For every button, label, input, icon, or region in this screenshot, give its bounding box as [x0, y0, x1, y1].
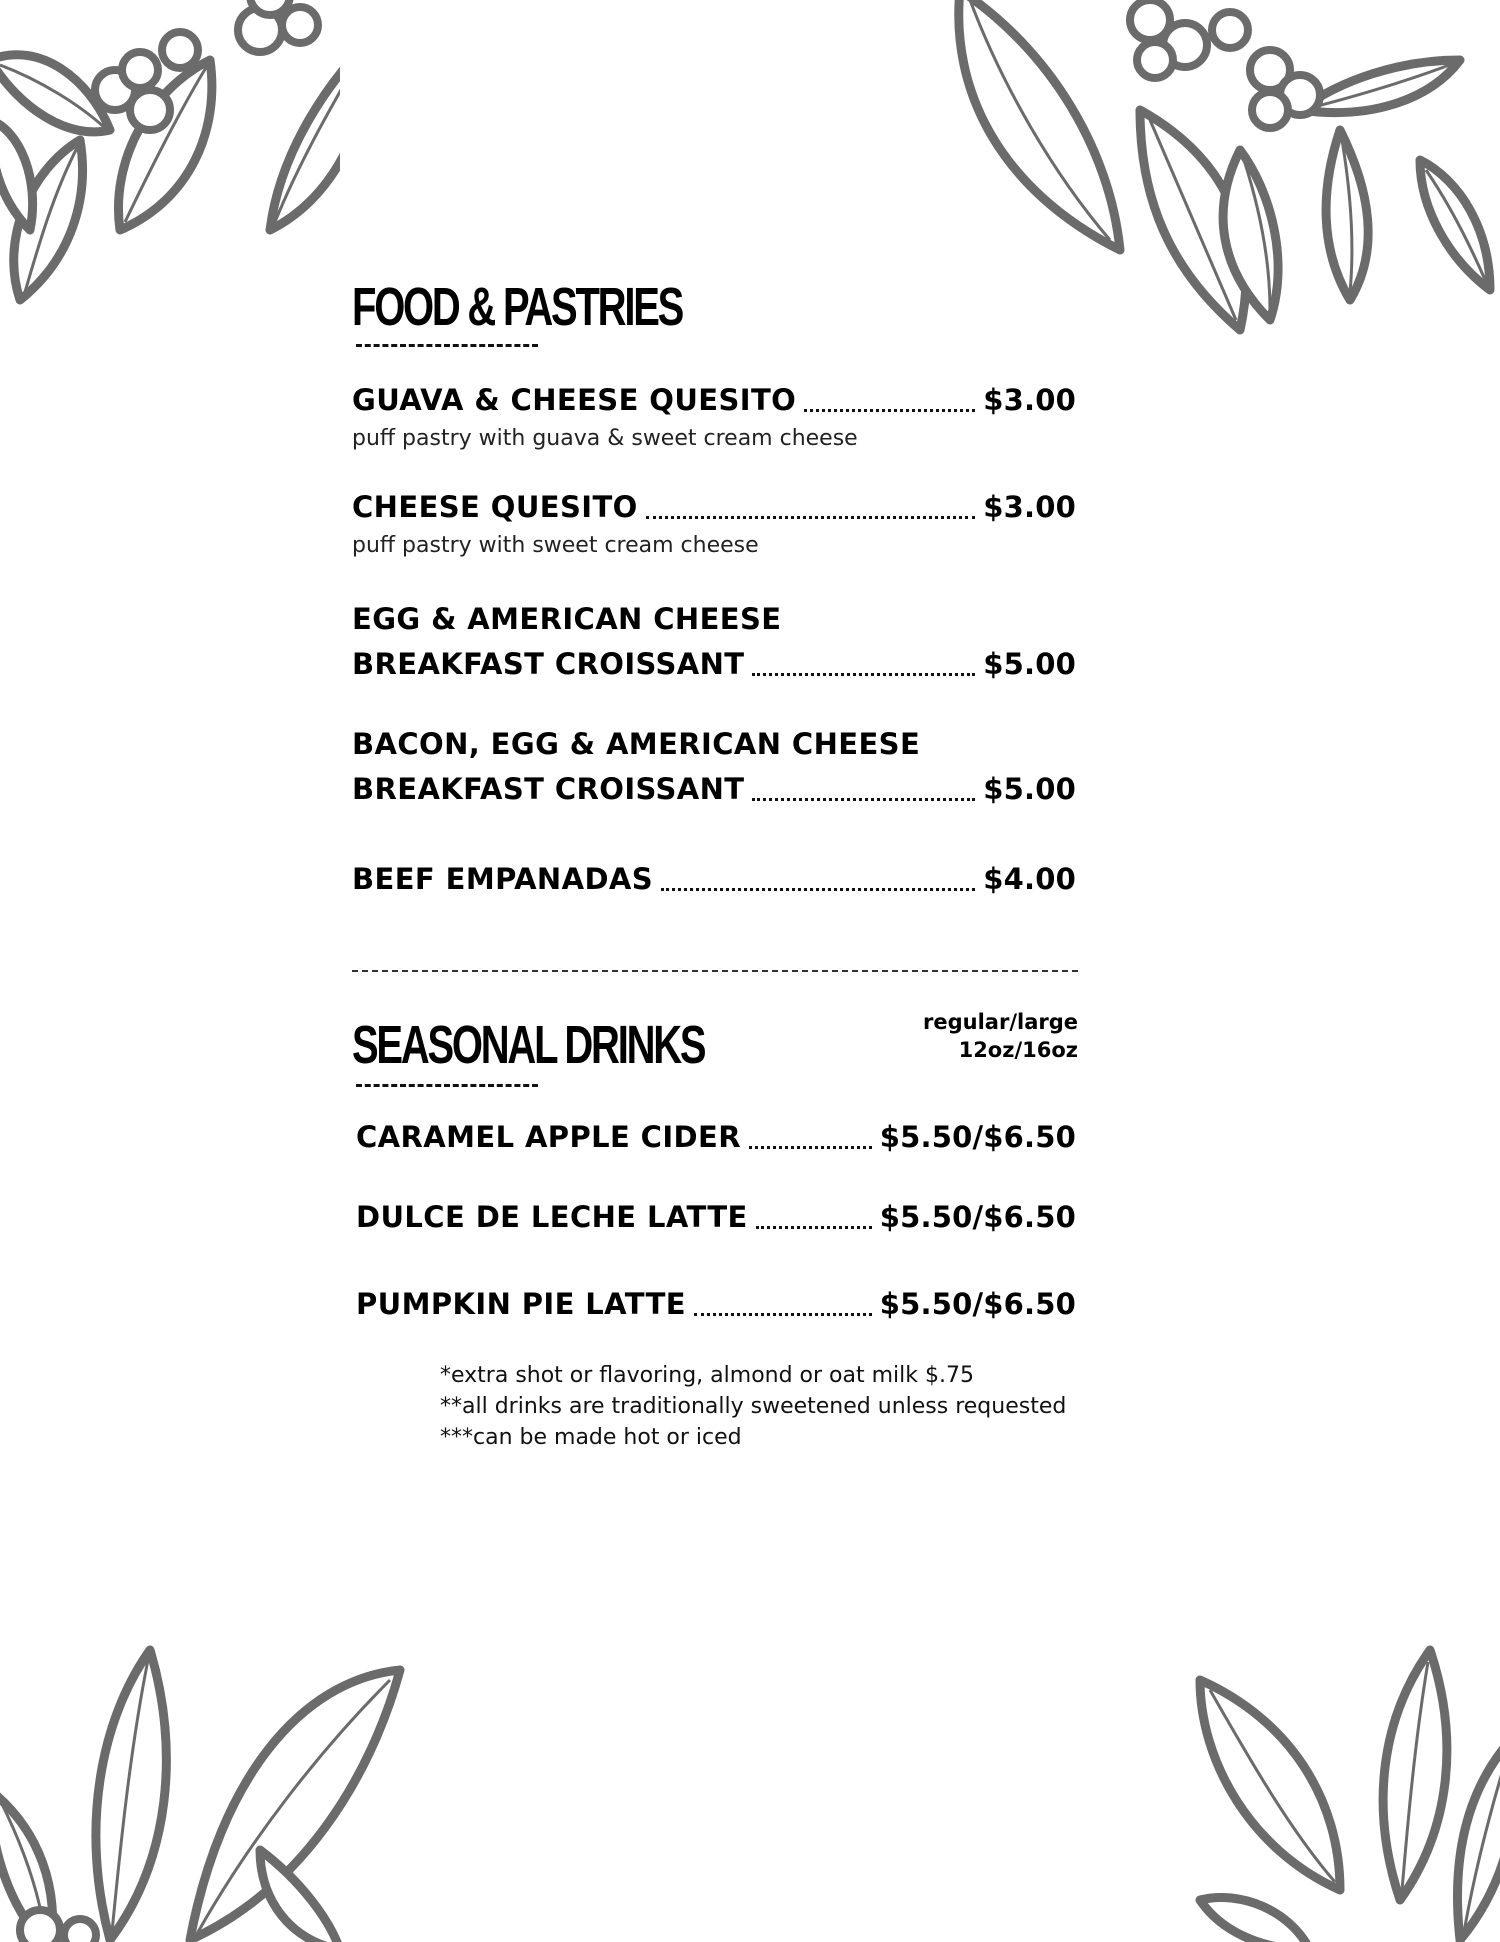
dot-leader	[661, 888, 975, 891]
item-name: DULCE DE LECHE LATTE	[356, 1200, 748, 1234]
note-sweetened: **all drinks are traditionally sweetened unless requested	[440, 1394, 1067, 1419]
menu-item-bacon-egg-cheese-croissant	[352, 772, 1076, 806]
item-name: CARAMEL APPLE CIDER	[356, 1120, 741, 1154]
food-section-title: FOOD & PASTRIES	[352, 277, 683, 337]
coffee-branch-top-right-illustration	[940, 0, 1500, 350]
item-description: puff pastry with sweet cream cheese	[352, 533, 759, 558]
item-price: $5.50/$6.50	[879, 1200, 1076, 1234]
size-label: regular/large	[923, 1010, 1078, 1034]
menu-item-guava-cheese-quesito	[352, 383, 1076, 417]
note-extra-shot: *extra shot or flavoring, almond or oat milk $.75	[440, 1363, 974, 1388]
item-price: $5.50/$6.50	[879, 1287, 1076, 1321]
item-name: PUMPKIN PIE LATTE	[356, 1287, 687, 1321]
dot-leader	[756, 1226, 872, 1229]
item-price: $4.00	[983, 862, 1076, 896]
dot-leader	[752, 798, 975, 801]
menu-item-egg-cheese-croissant	[352, 647, 1076, 681]
item-price: $5.00	[983, 647, 1076, 681]
drinks-section-title: SEASONAL DRINKS	[352, 1015, 705, 1075]
coffee-leaves-bottom-left-illustration	[0, 1640, 420, 1942]
dot-leader	[804, 409, 975, 412]
item-name: GUAVA & CHEESE QUESITO	[352, 383, 797, 417]
item-name: BREAKFAST CROISSANT	[352, 647, 745, 681]
item-price: $5.00	[983, 772, 1076, 806]
coffee-leaves-bottom-right-illustration	[1180, 1640, 1500, 1942]
coffee-branch-top-left-illustration	[0, 0, 340, 320]
menu-item-dulce-de-leche-latte	[356, 1200, 1076, 1234]
section-divider	[352, 970, 1078, 972]
item-price: $3.00	[983, 490, 1076, 524]
menu-item-cheese-quesito	[352, 490, 1076, 524]
dot-leader	[646, 516, 976, 519]
item-name-line1: BACON, EGG & AMERICAN CHEESE	[352, 727, 921, 761]
size-note	[923, 1008, 1078, 1064]
item-name: BREAKFAST CROISSANT	[352, 772, 745, 806]
menu-item-beef-empanadas	[352, 862, 1076, 896]
menu-item-caramel-apple-cider	[356, 1120, 1076, 1154]
drinks-title-underline	[356, 1084, 538, 1087]
menu-item-pumpkin-pie-latte	[356, 1287, 1076, 1321]
food-title-underline	[356, 344, 538, 347]
size-oz: 12oz/16oz	[958, 1038, 1078, 1062]
dot-leader	[752, 673, 975, 676]
item-name: BEEF EMPANADAS	[352, 862, 654, 896]
item-price: $3.00	[983, 383, 1076, 417]
item-description: puff pastry with guava & sweet cream cheese	[352, 426, 858, 451]
item-price: $5.50/$6.50	[879, 1120, 1076, 1154]
dot-leader	[749, 1146, 872, 1149]
drink-notes	[440, 1360, 1066, 1453]
item-name: CHEESE QUESITO	[352, 490, 638, 524]
dot-leader	[694, 1313, 872, 1316]
item-name-line1: EGG & AMERICAN CHEESE	[352, 602, 782, 636]
note-hot-or-iced: ***can be made hot or iced	[440, 1425, 742, 1450]
